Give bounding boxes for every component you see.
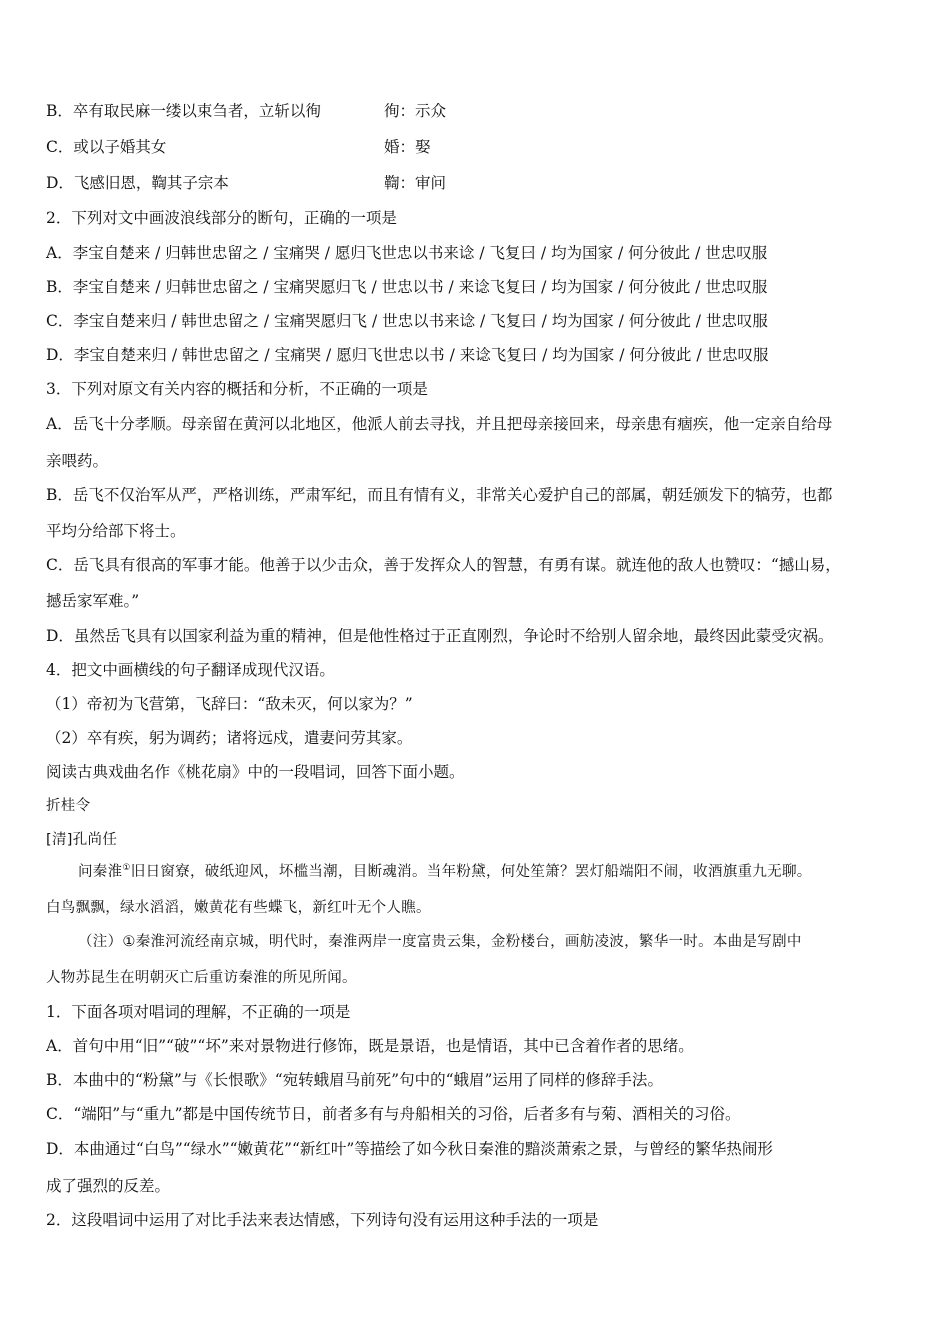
vocab-sentence: D．飞感旧恩，鞫其子宗本 <box>46 174 229 192</box>
poem-title: 折桂令 <box>46 798 91 814</box>
vocab-sentence: C．或以子婚其女 <box>46 138 167 156</box>
poem-question-1-option-c: C．“端阳”与“重九”都是中国传统节日，前者多有与舟船相关的习俗，后者多有与菊、酒相关的习俗。 <box>46 1105 741 1123</box>
vocab-gloss: 徇：示众 <box>384 102 447 120</box>
poem-line-1 <box>78 862 812 882</box>
poem-note-cont: 人物苏昆生在明朝灭亡后重访秦淮的所见所闻。 <box>46 970 357 986</box>
question-2-option-c: C．李宝自楚来归 / 韩世忠留之 / 宝痛哭愿归飞 / 世忠以书来谂 / 飞复曰 / 均为国家 / 何分彼此 / 世忠叹服 <box>46 312 768 330</box>
question-3-option-c-cont: 撼岳家军难。” <box>46 592 140 610</box>
poem-author: [清]孔尚任 <box>46 832 118 848</box>
question-2-option-d: D．李宝自楚来归 / 韩世忠留之 / 宝痛哭 / 愿归飞世忠以书 / 来谂飞复曰 / 均为国家 / 何分彼此 / 世忠叹服 <box>46 346 769 364</box>
poem-line-2: 白鸟飘飘，绿水滔滔，嫩黄花有些蝶飞，新红叶无个人瞧。 <box>46 900 431 916</box>
vocab-gloss: 鞫：审问 <box>384 174 447 192</box>
poem-note: （注）①秦淮河流经南京城，明代时，秦淮两岸一度富贵云集，金粉楼台，画舫凌波，繁华一时。本曲是写剧中 <box>78 934 802 950</box>
poem-question-2-stem: 2．这段唱词中运用了对比手法来表达情感，下列诗句没有运用这种手法的一项是 <box>46 1211 599 1229</box>
question-3-stem: 3．下列对原文有关内容的概括和分析，不正确的一项是 <box>46 380 428 398</box>
poem-question-1-stem: 1．下面各项对唱词的理解，不正确的一项是 <box>46 1003 351 1021</box>
poem-line-1-start: 问秦淮 <box>78 864 123 880</box>
poem-line-1-rest: 旧日窗寮，破纸迎风，坏槛当潮，目断魂消。当年粉黛，何处笙箫？罢灯船端阳不闹，收酒旗重九无聊。 <box>130 864 812 880</box>
question-2-option-a: A．李宝自楚来 / 归韩世忠留之 / 宝痛哭 / 愿归飞世忠以书来谂 / 飞复曰 / 均为国家 / 何分彼此 / 世忠叹服 <box>46 244 768 262</box>
question-4-sentence-1: （1）帝初为飞营第，飞辞曰：“敌未灭，何以家为？” <box>46 695 413 713</box>
reading-intro: 阅读古典戏曲名作《桃花扇》中的一段唱词，回答下面小题。 <box>46 763 465 781</box>
question-3-option-a-cont: 亲喂药。 <box>46 452 109 470</box>
poem-question-1-option-d: D．本曲通过“白鸟”“绿水”“嫩黄花”“新红叶”等描绘了如今秋日秦淮的黯淡萧索之景，与曾经的繁华热闹形 <box>46 1140 773 1158</box>
question-3-option-d: D．虽然岳飞具有以国家利益为重的精神，但是他性格过于正直刚烈，争论时不给别人留余地，最终因此蒙受灾祸。 <box>46 627 834 645</box>
poem-question-1-option-d-cont: 成了强烈的反差。 <box>46 1177 171 1195</box>
vocab-gloss: 婚：娶 <box>384 138 431 156</box>
question-3-option-b: B．岳飞不仅治军从严，严格训练，严肃军纪，而且有情有义，非常关心爱护自己的部属，朝廷颁发下的犒劳，也都 <box>46 486 833 504</box>
poem-question-1-option-a: A．首句中用“旧”“破”“坏”来对景物进行修饰，既是景语，也是情语，其中已含着作者的思绪。 <box>46 1037 694 1055</box>
question-4-sentence-2: （2）卒有疾，躬为调药；诸将远戍，遣妻问劳其家。 <box>46 729 413 747</box>
footnote-marker: ① <box>122 863 131 873</box>
question-4-stem: 4．把文中画横线的句子翻译成现代汉语。 <box>46 661 335 679</box>
question-3-option-a: A．岳飞十分孝顺。母亲留在黄河以北地区，他派人前去寻找，并且把母亲接回来，母亲患有痼疾，他一定亲自给母 <box>46 415 833 433</box>
question-3-option-b-cont: 平均分给部下将士。 <box>46 522 186 540</box>
question-3-option-c: C．岳飞具有很高的军事才能。他善于以少击众，善于发挥众人的智慧，有勇有谋。就连他的敌人也赞叹：“撼山易， <box>46 556 841 574</box>
poem-question-1-option-b: B．本曲中的“粉黛”与《长恨歌》“宛转蛾眉马前死”句中的“蛾眉”运用了同样的修辞手法。 <box>46 1071 663 1089</box>
question-2-stem: 2．下列对文中画波浪线部分的断句，正确的一项是 <box>46 209 397 227</box>
vocab-sentence: B．卒有取民麻一缕以束刍者，立斩以徇 <box>46 102 321 120</box>
question-2-option-b: B．李宝自楚来 / 归韩世忠留之 / 宝痛哭愿归飞 / 世忠以书 / 来谂飞复曰 / 均为国家 / 何分彼此 / 世忠叹服 <box>46 278 768 296</box>
